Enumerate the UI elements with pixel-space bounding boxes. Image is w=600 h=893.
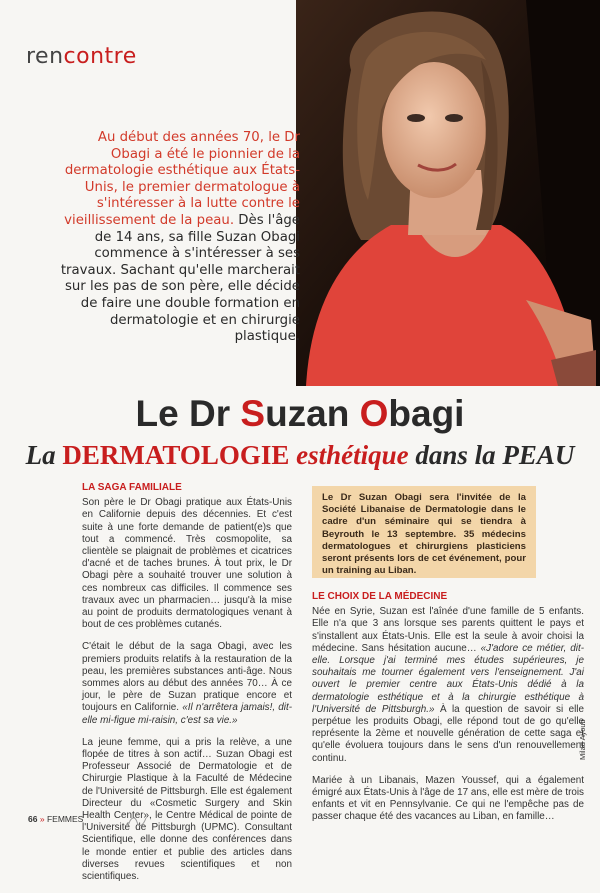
paragraph: Mariée à un Libanais, Mazen Youssef, qui a également émigré aux États-Unis à l'âge de 17 ans, elle est mère de trois enfants et vit en Pennsylvanie. Ce qui ne l'empêche pas de passer chaque été des vacances au Liban, en famille…: [312, 774, 584, 823]
info-box: Le Dr Suzan Obagi sera l'invitée de la Société Libanaise de Dermatologie dans le cadre d'un séminaire qui se tiendra à Beyrouth le 13 septembre. 35 médecins dermatologues et chirurgiens plasticiens seront présents lors de cet événement, pour un training au Liban.: [312, 486, 536, 578]
photo-credit: Milad Ayoub: [578, 719, 587, 760]
paragraph: La jeune femme, qui a pris la relève, a une flopée de titres à son actif… Suzan Obagi est Professeur Associé de Dermatologie et de Chirurgie Plastique à la Faculté de Médecine de l'Université de Pittsburgh. Elle est également Directeur du «Cosmetic Surgery and Skin Health Center», le Centre Médical de pointe de l'Université de Pittsburgh (UPMC). Consultant Scientifique, elle donne des conférences dans le monde entier et publie des articles dans diverses revues scientifiques et non scientifiques.: [82, 736, 292, 883]
article-subtitle: La DERMATOLOGIE esthétique dans la PEAU: [25, 440, 575, 470]
intro-paragraph: Au début des années 70, le Dr Obagi a été le pionnier de la dermatologie esthétique aux États-Unis, le premier dermatologue à s'intéresser à la lutte contre le vieillissement de la peau. Dès l'âge de 14 ans, sa fille Suzan Obagi commence à s'intéresser à ses travaux. Sachant qu'elle marcherait sur les pas de son père, elle décide de faire une double formation en dermatologie et en chirurgie plastique.: [60, 130, 300, 345]
right-column: [312, 591, 584, 834]
paragraph: Née en Syrie, Suzan est l'aînée d'une famille de 5 enfants. Elle n'a que 3 ans lorsque ses parents quittent le pays et s'installent aux États-Unis. Elle est la seule à avoir choisi la médecine. Sans hésitation aucune… «J'adore ce métier, dit-elle. Lorsque j'ai terminé mes études supérieures, je souhaitais me tourner également vers l'enseignement. J'ai ouvert le premier centre aux États-Unis dédié à la dermatologie esthétique et à la chirurgie esthétique à l'Université de Pittsburgh.» À la question de savoir si elle perpétue les produits Obagi, elle répond tout de go qu'elle représente la 2ème et nouvelle génération de cette saga et qu'elle évoluera toujours dans le sens d'un renouvellement continu.: [312, 606, 584, 764]
article-headline: Le Dr Suzan Obagi: [135, 393, 465, 434]
section-heading: LE CHOIX DE LA MÉDECINE: [312, 591, 448, 602]
portrait-photo: [296, 0, 600, 386]
scribble-mark: [125, 812, 149, 832]
paragraph: Son père le Dr Obagi pratique aux États-Unis en Californie depuis des décennies. Et c'est suite à une forte demande de patient(e)s que tout a commencé. Très cosmopolite, sa clientèle se plaignait de problèmes et cicatrices d'acné et de taches brunes. À tout prix, le Dr Obagi père a souhaité trouver une solution à ces nombreux cas difficiles. Il commence ses travaux avec un pharmacien… jusqu'à la mise au point de produits dermatologiques venant à bout de ces problèmes cutanés.: [82, 497, 292, 631]
magazine-name: FEMMES: [46, 814, 84, 824]
paragraph: C'était le début de la saga Obagi, avec les premiers produits relatifs à la restauration de la peau, les premières substances anti-âge. Nous sommes alors au début des années 70… À ce jour, le père de Suzan pratique encore et toujours en Californie. «Il n'arrêtera jamais!, dit-elle mi-figue mi-raisin, c'est sa vie.»: [82, 641, 293, 726]
section-heading: LA SAGA FAMILIALE: [82, 482, 182, 493]
page-number: 66: [28, 814, 38, 824]
left-column: [82, 482, 292, 893]
page-footer: 66 » FEMMES: [28, 814, 84, 824]
section-label: rencontre: [26, 44, 137, 69]
